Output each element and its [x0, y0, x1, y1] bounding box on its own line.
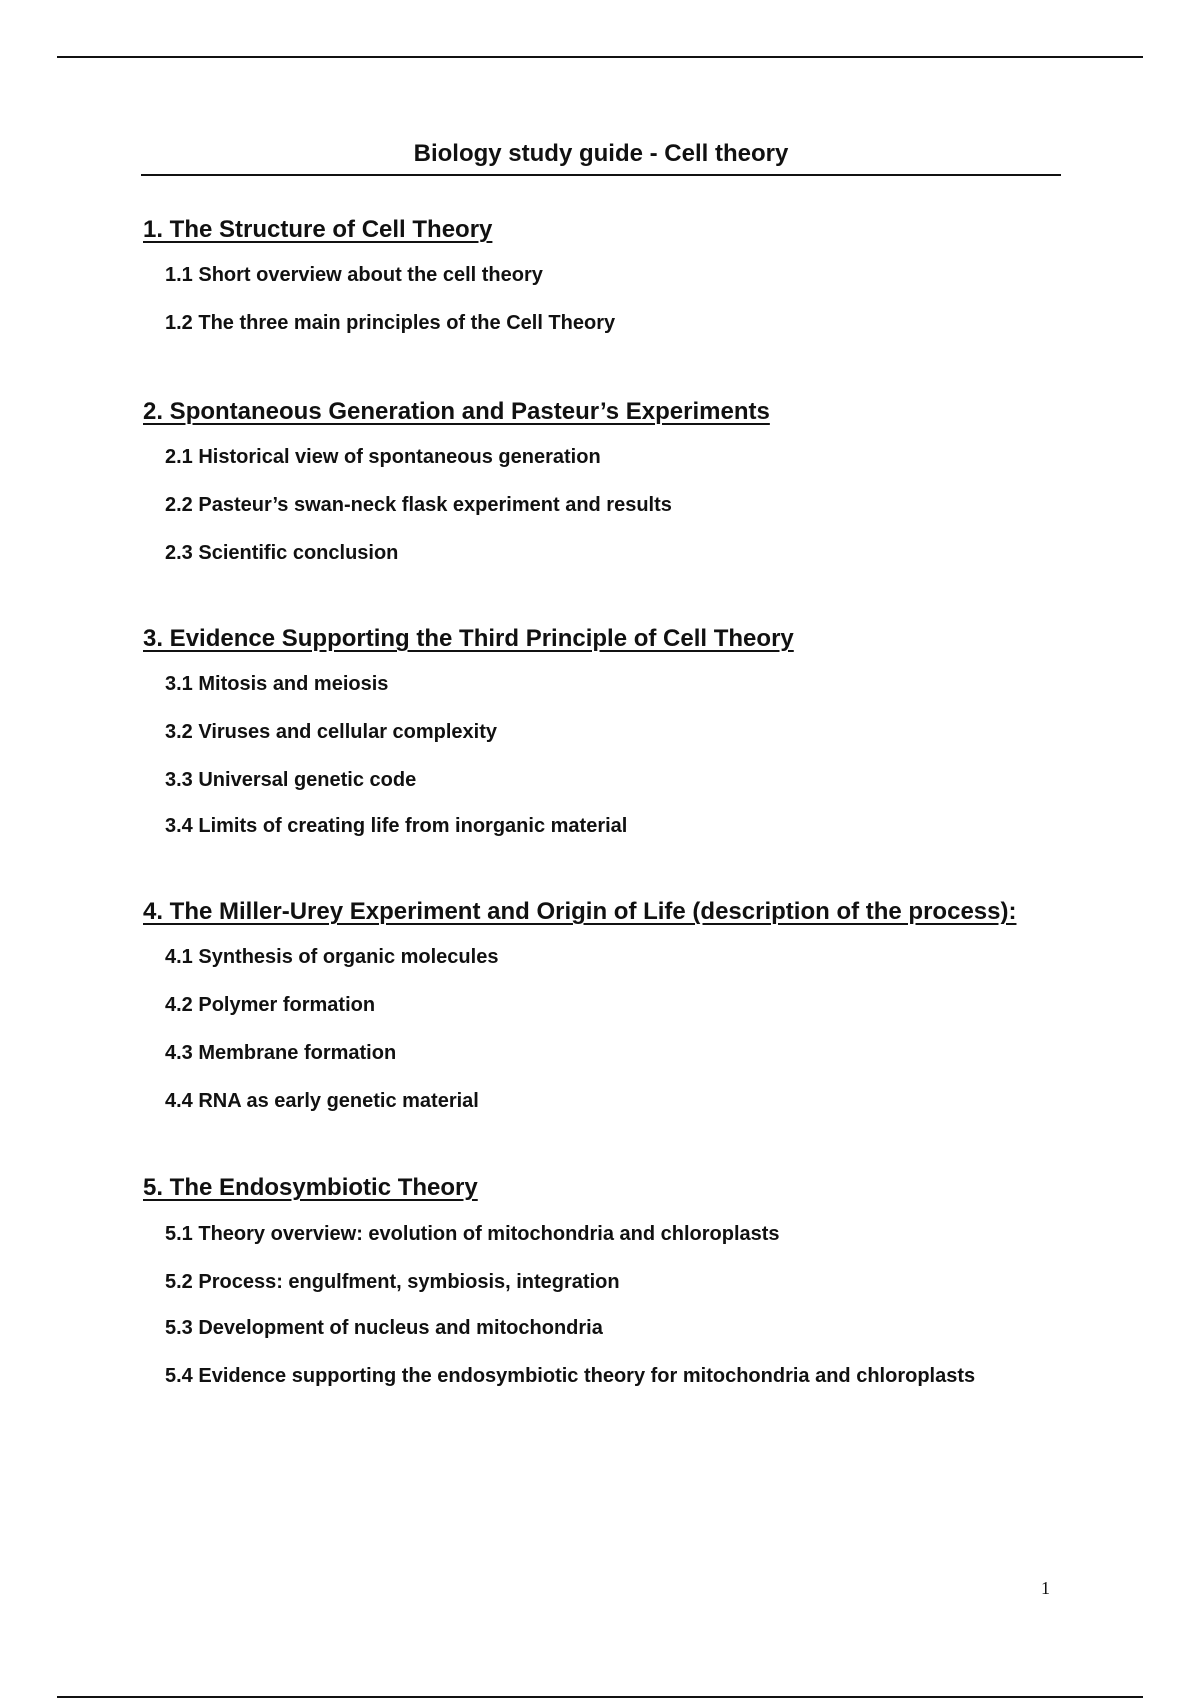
subsection-item: 2.1 Historical view of spontaneous generation	[165, 446, 601, 468]
section-3	[141, 625, 1061, 838]
subsection-item: 5.2 Process: engulfment, symbiosis, integration	[165, 1271, 620, 1293]
section-heading: 4. The Miller-Urey Experiment and Origin of Life (description of the process):	[143, 898, 1017, 925]
subsection-item: 3.1 Mitosis and meiosis	[165, 673, 389, 695]
subsection-list	[141, 264, 1061, 335]
subsection-list	[141, 946, 1061, 1113]
document-title: Biology study guide - Cell theory	[141, 140, 1061, 176]
subsection-item: 4.3 Membrane formation	[165, 1042, 397, 1064]
subsection-item: 3.2 Viruses and cellular complexity	[165, 721, 498, 743]
section-heading: 1. The Structure of Cell Theory	[143, 216, 493, 243]
subsection-item: 3.4 Limits of creating life from inorganic material	[165, 815, 628, 837]
subsection-item: 5.3 Development of nucleus and mitochondria	[165, 1317, 603, 1339]
section-4	[141, 898, 1061, 1113]
section-2	[141, 398, 1061, 565]
subsection-item: 4.2 Polymer formation	[165, 994, 376, 1016]
page-bottom-rule	[57, 1696, 1143, 1698]
subsection-item: 2.3 Scientific conclusion	[165, 542, 399, 564]
subsection-item: 1.1 Short overview about the cell theory	[165, 264, 543, 286]
subsection-item: 4.1 Synthesis of organic molecules	[165, 946, 499, 968]
subsection-list	[141, 1223, 1061, 1388]
subsection-item: 4.4 RNA as early genetic material	[165, 1090, 479, 1112]
subsection-item: 2.2 Pasteur’s swan-neck flask experiment and results	[165, 494, 672, 516]
subsection-item: 1.2 The three main principles of the Cell Theory	[165, 312, 616, 334]
page-number: 1	[1041, 1578, 1050, 1598]
section-5	[141, 1174, 1061, 1388]
section-1	[141, 216, 1061, 335]
subsection-item: 3.3 Universal genetic code	[165, 769, 417, 791]
section-heading: 5. The Endosymbiotic Theory	[143, 1174, 478, 1201]
subsection-list	[141, 446, 1061, 565]
document-body	[141, 140, 1061, 1388]
subsection-item: 5.1 Theory overview: evolution of mitochondria and chloroplasts	[165, 1223, 780, 1245]
subsection-list	[141, 673, 1061, 838]
section-heading: 3. Evidence Supporting the Third Principle of Cell Theory	[143, 625, 794, 652]
page-top-rule	[57, 56, 1143, 58]
section-heading: 2. Spontaneous Generation and Pasteur’s Experiments	[143, 398, 770, 425]
subsection-item: 5.4 Evidence supporting the endosymbiotic theory for mitochondria and chloroplasts	[165, 1365, 976, 1387]
